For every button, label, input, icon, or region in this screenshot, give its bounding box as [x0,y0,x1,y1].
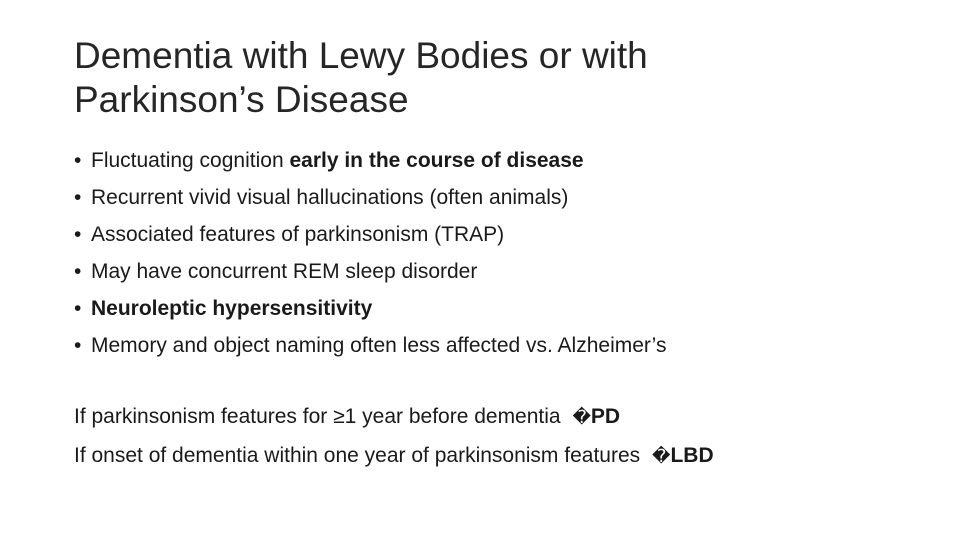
criteria-line-lbd [74,437,894,476]
bullet-dot: • [74,297,82,320]
bullet-item [74,179,894,216]
bullet-dot: • [74,186,82,209]
bullet-text: Associated features of parkinsonism (TRAP) [91,223,505,246]
bullet-item [74,216,894,253]
criteria-result: PD [590,405,621,428]
slide-title-line-2: Parkinson’s Disease [74,79,409,120]
bullet-emphasis: Neuroleptic hypersensitivity [91,297,373,320]
missing-arrow-glyph: � [572,407,591,428]
criteria-text: If onset of dementia within one year of parkinsonism features [74,444,646,467]
bullet-text: Memory and object naming often less affected vs. Alzheimer’s [91,334,667,357]
bullet-dot: • [74,260,82,283]
bullet-item [74,290,894,327]
bullet-list [74,142,894,364]
slide-title-line-1: Dementia with Lewy Bodies or with [74,35,648,76]
bullet-item [74,253,894,290]
bullet-item [74,142,894,179]
bullet-dot: • [74,149,82,172]
bullet-text: Recurrent vivid visual hallucinations (often animals) [91,186,569,209]
criteria-result: LBD [670,444,714,467]
criteria-notes [74,398,894,476]
bullet-dot: • [74,223,82,246]
bullet-emphasis: early in the course of disease [289,149,584,172]
bullet-text: May have concurrent REM sleep disorder [91,260,478,283]
slide-title [74,34,894,122]
bullet-text: Fluctuating cognition [91,149,290,172]
criteria-text: If parkinsonism features for ≥1 year before dementia [74,405,567,428]
bullet-item [74,327,894,364]
bullet-dot: • [74,334,82,357]
missing-arrow-glyph: � [651,446,671,467]
criteria-line-pd [74,398,894,437]
